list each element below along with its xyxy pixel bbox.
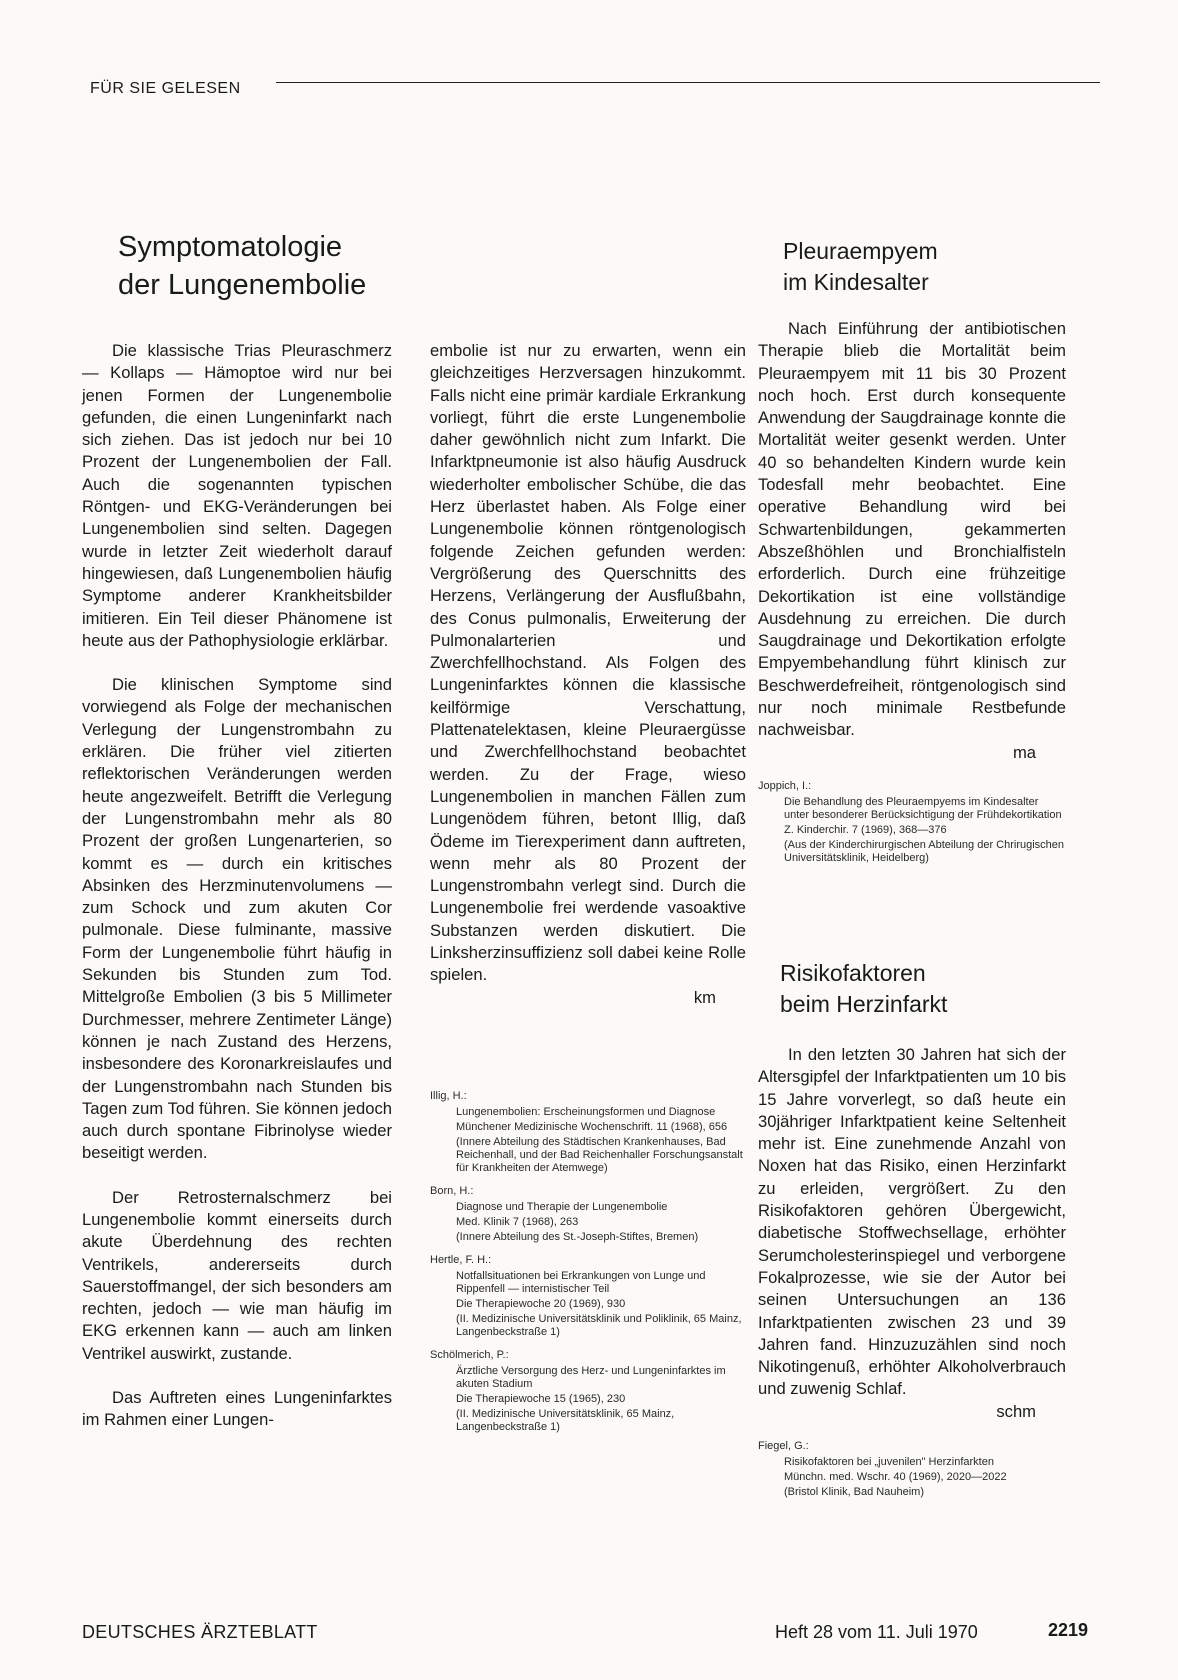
- article2-paragraph: Nach Einführung der antibiotischen Therapie blieb die Mortalität beim Pleuraempyem mit 11 bis 30 Prozent noch hoch. Erst durch konsequente Anwendung der Saugdrainage konnte die Mortalität weiter gesenkt werden. Unter 40 so behandelten Kindern wurde kein Todesfall mehr beobachtet. Eine operative Behandlung wird bei Schwartenbildungen, gekammerten Abszeßhöhlen und Bronchialfisteln erforderlich. Durch eine frühzeitige Dekortikation ist eine vollständige Ausdehnung zu erreichen. Die durch Saugdrainage und Dekortikation erfolgte Empyembehandlung führt klinisch zur Beschwerdefreiheit, röntgenologisch sind nur noch minimale Restbefunde nachweisbar.: [758, 319, 1066, 740]
- reference-line: Lungenembolien: Erscheinungsformen und Diagnose: [456, 1106, 716, 1118]
- article1-title-line2: der Lungenembolie: [118, 269, 367, 301]
- reference-author: Schölmerich, P.:: [430, 1349, 509, 1361]
- reference-author: Fiegel, G.:: [758, 1440, 809, 1452]
- article1-paragraph: Die klinischen Symptome sind vorwiegend als Folge der mechanischen Verlegung der Lungenstrombahn zu erklären. Die früher viel zitierten reflektorischen Veränderungen werden heute angezweifelt. Betrifft die Verlegung der Lungenstrombahn mehr als 80 Prozent der großen Lungenarterien, so kommt es — durch ein kritisches Absinken des Herzminutenvolumens — zum Schock und zum akuten Cor pulmonale. Diese fulminante, massive Form der Lungenembolie führt häufig in Sekunden bis Stunden zum Tod. Mittelgroße Embolien (3 bis 5 Millimeter Durchmesser, mehrere Zentimeter Länge) können je nach Zustand des Herzens, insbesondere des Koronarkreislaufes und der Lungenstrombahn nach Stunden bis Tagen zum Tod führen. Sie können jedoch auch durch spontane Fibrinolyse wieder beseitigt werden.: [82, 675, 392, 1163]
- article3-signature: schm: [996, 1401, 1036, 1421]
- article2-reference: [758, 780, 1066, 875]
- article2-body: [758, 318, 1066, 764]
- journal-name: DEUTSCHES ÄRZTEBLATT: [82, 1622, 318, 1642]
- reference-line: (Innere Abteilung des St.-Joseph-Stiftes, Bremen): [456, 1231, 699, 1243]
- reference-entry: [430, 1349, 746, 1434]
- article1-paragraph: Der Retrosternalschmerz bei Lungenembolie kommt einerseits durch akute Überdehnung des rechten Ventrikels, andererseits durch Sauerstoffmangel, der sich besonders am rechten, jedoch — wie man häufig im EKG erkennen kann — auch am linken Ventrikel auswirkt, zustande.: [82, 1187, 392, 1363]
- reference-line: Münchn. med. Wschr. 40 (1969), 2020—2022: [784, 1471, 1007, 1483]
- article3-title-line2: beim Herzinfarkt: [780, 991, 948, 1017]
- reference-line: (II. Medizinische Universitätsklinik, 65 Mainz, Langenbeckstraße 1): [456, 1408, 675, 1433]
- reference-line: (Aus der Kinderchirurgischen Abteilung der Chrirugischen Universitätsklinik, Heidelberg): [784, 839, 1065, 864]
- article3-title-block: [780, 958, 1080, 1020]
- issue-info: Heft 28 vom 11. Juli 1970: [775, 1622, 978, 1642]
- article2-title-line2: im Kindesalter: [783, 269, 929, 295]
- reference-author: Hertle, F. H.:: [430, 1254, 492, 1266]
- reference-entry: [758, 1440, 1066, 1499]
- article2-title-line1: Pleuraempyem: [783, 238, 938, 264]
- reference-entry: [430, 1090, 746, 1175]
- page-number: 2219: [1048, 1620, 1089, 1640]
- reference-line: Die Behandlung des Pleuraempyems im Kindesalter unter besonderer Berücksichtigung der Frühdekortikation: [784, 796, 1062, 821]
- article1-paragraph: Die klassische Trias Pleuraschmerz — Kollaps — Hämoptoe wird nur bei jenen Formen der Lungenembolie gefunden, die einen Lungeninfarkt nach sich ziehen. Das ist jedoch nur bei 10 Prozent der Lungenembolien der Fall. Auch die sogenannten typischen Röntgen- und EKG-Veränderungen bei Lungenembolien sind selten. Dagegen wurde in letzter Zeit wiederholt darauf hingewiesen, daß Lungenembolien häufig Symptome anderer Krankheitsbilder imitieren. Ein Teil dieser Phänomene ist heute aus der Pathophysiologie erklärbar.: [82, 341, 392, 650]
- reference-author: Joppich, I.:: [758, 780, 812, 792]
- article1-column1: [82, 340, 392, 1432]
- reference-line: Med. Klinik 7 (1968), 263: [456, 1216, 579, 1228]
- reference-line: Z. Kinderchir. 7 (1969), 368—376: [784, 824, 947, 836]
- section-label: FÜR SIE GELESEN: [90, 80, 241, 97]
- article3-title-line1: Risikofaktoren: [780, 960, 926, 986]
- article2-title-block: [783, 236, 1083, 298]
- article1-title-line1: Symptomatologie: [118, 231, 343, 263]
- article3-paragraph: In den letzten 30 Jahren hat sich der Altersgipfel der Infarktpatienten um 10 bis 15 Jahre vorverlegt, so daß heute ein 30jähriger Infarktpatient keine Seltenheit mehr ist. Eine zunehmende Anzahl von Noxen hat das Risiko, einen Herzinfarkt zu erleiden, vergrößert. Zu den Risikofaktoren gehören Übergewicht, diabetische Stoffwechsellage, erhöhter Serumcholesterinspiegel und verborgene Fokalprozesse, wie sie der Autor bei seinen Untersuchungen an 136 Infarktpatienten zwischen 23 und 39 Jahren fand. Hinzuzuzählen sind noch Nikotingenuß, erhöhter Alkoholverbrauch und zuwenig Schlaf.: [758, 1045, 1066, 1399]
- article1-signature: km: [693, 987, 716, 1007]
- reference-line: Münchener Medizinische Wochenschrift. 11 (1968), 656: [456, 1121, 728, 1133]
- header-rule: [276, 82, 1100, 83]
- article3-reference: [758, 1440, 1066, 1509]
- reference-author: Illig, H.:: [430, 1090, 467, 1102]
- article1-column2: [430, 340, 746, 1009]
- reference-entry: [430, 1254, 746, 1339]
- reference-line: (Innere Abteilung des Städtischen Krankenhauses, Bad Reichenhall, und der Bad Reichenhaller Forschungsanstalt für Krankheiten der Atemwege): [456, 1136, 743, 1174]
- article1-paragraph: Das Auftreten eines Lungeninfarktes im Rahmen einer Lungen-: [82, 1388, 392, 1430]
- reference-entry: [758, 780, 1066, 865]
- reference-entry: [430, 1185, 746, 1244]
- reference-line: Ärztliche Versorgung des Herz- und Lungeninfarktes im akuten Stadium: [456, 1365, 726, 1390]
- article2-signature: ma: [1012, 742, 1036, 762]
- reference-line: (Bristol Klinik, Bad Nauheim): [784, 1486, 924, 1498]
- reference-line: Diagnose und Therapie der Lungenembolie: [456, 1201, 668, 1213]
- reference-author: Born, H.:: [430, 1185, 474, 1197]
- reference-line: Risikofaktoren bei „juvenilen" Herzinfarkten: [784, 1456, 994, 1468]
- article1-title-block: [118, 228, 438, 304]
- article1-column2-text: embolie ist nur zu erwarten, wenn ein gleichzeitiges Herzversagen hinzukommt. Falls nicht eine primär kardiale Erkrankung vorliegt, führt die erste Lungenembolie daher gewöhnlich nicht zum Infarkt. Die Infarktpneumonie ist also häufig Ausdruck wiederholter embolischer Schübe, die das Herz überlastet haben. Als Folge einer Lungenembolie können röntgenologisch folgende Zeichen gefunden werden: Vergrößerung des Querschnitts des Herzens, Verlängerung der Ausflußbahn, des Conus pulmonalis, Erweiterung der Pulmonalarterien und Zwerchfellhochstand. Als Folgen des Lungeninfarktes können die klassische keilförmige Verschattung, Plattenatelektasen, kleine Pleuraergüsse und Zwerchfellhochstand beobachtet werden. Zu der Frage, wieso Lungenembolien in manchen Fällen zum Lungenödem führen, betont Illig, daß Ödeme im Tierexperiment dann auftreten, wenn mehr als 80 Prozent der Lungenstrombahn verlegt sind. Durch die Lungenembolie frei werdende vasoaktive Substanzen werden diskutiert. Die Linksherzinsuffizienz soll dabei keine Rolle spielen.: [430, 341, 746, 985]
- article3-body: [758, 1044, 1066, 1423]
- reference-line: Die Therapiewoche 15 (1965), 230: [456, 1393, 626, 1405]
- reference-line: Die Therapiewoche 20 (1969), 930: [456, 1298, 626, 1310]
- reference-line: (II. Medizinische Universitätsklinik und Poliklinik, 65 Mainz, Langenbeckstraße 1): [456, 1313, 742, 1338]
- reference-line: Notfallsituationen bei Erkrankungen von Lunge und Rippenfell — internistischer Teil: [456, 1270, 706, 1295]
- article1-references: [430, 1090, 746, 1444]
